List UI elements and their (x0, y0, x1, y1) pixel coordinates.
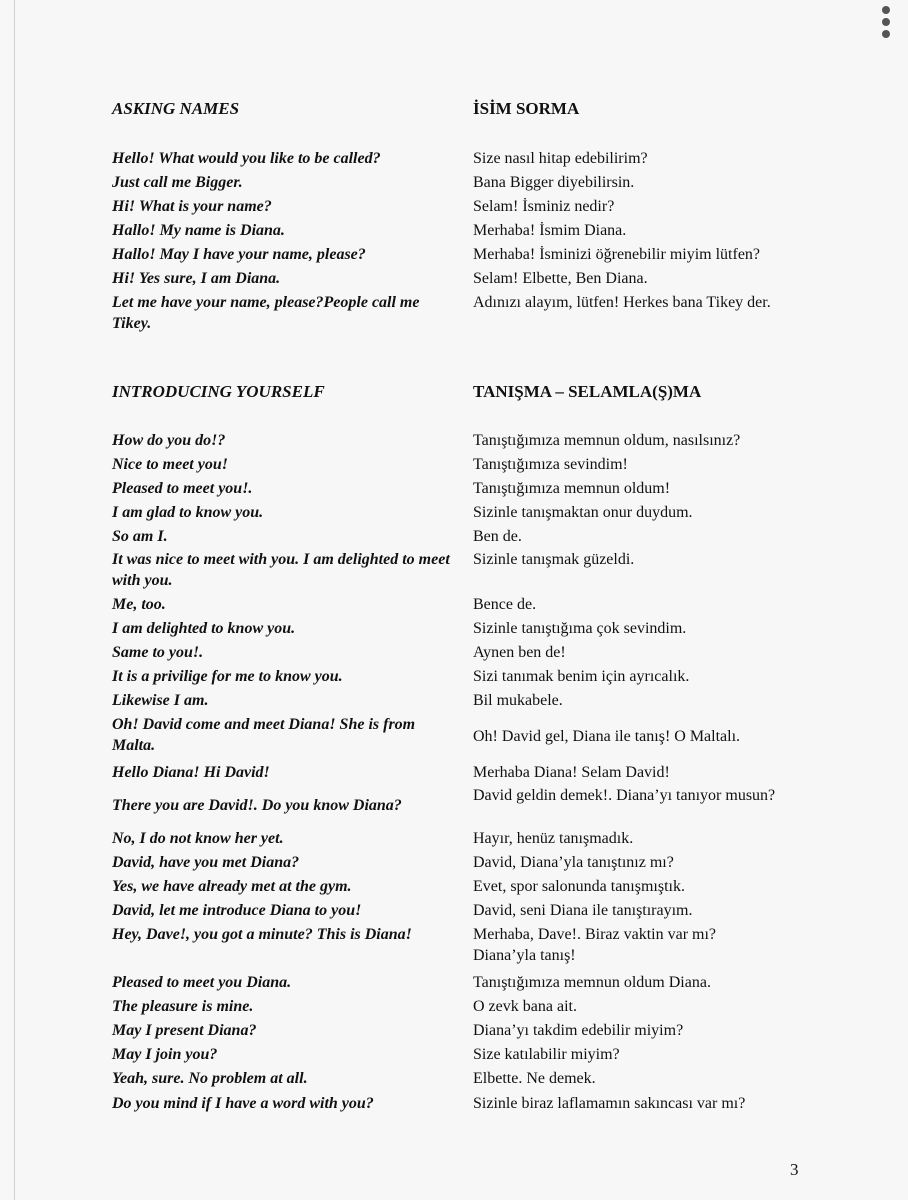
phrase-tr: Size nasıl hitap edebilirim? (473, 150, 648, 167)
phrase-tr: Tanıştığımıza memnun oldum, nasılsınız? (473, 432, 741, 449)
phrase-en: I am glad to know you. (112, 504, 264, 521)
phrase-tr: Aynen ben de! (473, 644, 566, 661)
phrase-tr: Sizinle tanıştığıma çok sevindim. (473, 620, 687, 637)
phrase-en: May I join you? (112, 1046, 218, 1063)
phrase-en: David, let me introduce Diana to you! (112, 902, 362, 919)
phrase-tr: Evet, spor salonunda tanışmıştık. (473, 878, 685, 895)
phrase-en: Same to you!. (112, 644, 204, 661)
phrase-tr: Bana Bigger diyebilirsin. (473, 174, 635, 191)
phrase-tr: Merhaba Diana! Selam David! (473, 764, 670, 781)
page-edge (14, 0, 15, 1200)
phrase-tr: Size katılabilir miyim? (473, 1046, 620, 1063)
phrase-en: May I present Diana? (112, 1022, 257, 1039)
phrase-tr: David geldin demek!. Diana’yı tanıyor musun? (473, 787, 776, 804)
phrase-en: No, I do not know her yet. (112, 830, 284, 847)
phrase-en: It is a privilige for me to know you. (112, 668, 343, 685)
phrase-en: Pleased to meet you Diana. (112, 974, 292, 991)
phrase-en: Hi! Yes sure, I am Diana. (112, 270, 281, 287)
phrase-tr: Adınızı alayım, lütfen! Herkes bana Tikey der. (473, 294, 771, 311)
section-heading-tr: TANIŞMA – SELAMLA(Ş)MA (473, 382, 702, 401)
phrase-en: There you are David!. Do you know Diana? (112, 797, 402, 814)
phrase-tr: Diana’yı takdim edebilir miyim? (473, 1022, 684, 1039)
phrase-tr: Tanıştığımıza memnun oldum! (473, 480, 671, 497)
phrase-tr: Merhaba! İsminizi öğrenebilir miyim lütfen? (473, 246, 761, 263)
phrase-en: Me, too. (112, 596, 166, 613)
phrase-tr: Elbette. Ne demek. (473, 1070, 596, 1087)
phrase-en: David, have you met Diana? (112, 854, 300, 871)
more-options-icon-dot (882, 18, 890, 26)
phrase-en: Yes, we have already met at the gym. (112, 878, 352, 895)
phrase-en: How do you do!? (112, 432, 226, 449)
phrase-tr: Merhaba! İsmim Diana. (473, 222, 627, 239)
phrase-en: Hello! What would you like to be called? (112, 150, 381, 167)
phrase-en: Pleased to meet you!. (112, 480, 253, 497)
more-options-icon[interactable] (882, 6, 890, 14)
section-heading-en: ASKING NAMES (112, 99, 240, 118)
phrase-en: Hello Diana! Hi David! (112, 764, 270, 781)
phrase-tr: Merhaba, Dave!. Biraz vaktin var mı? Diana’yla tanış! (473, 926, 717, 964)
phrase-en: So am I. (112, 528, 168, 545)
phrase-tr: Hayır, henüz tanışmadık. (473, 830, 634, 847)
phrase-tr: David, seni Diana ile tanıştırayım. (473, 902, 693, 919)
phrase-tr: Selam! Elbette, Ben Diana. (473, 270, 648, 287)
phrase-tr: Sizinle biraz laflamamın sakıncası var mı? (473, 1095, 746, 1112)
phrase-en: Hallo! My name is Diana. (112, 222, 285, 239)
phrase-tr: Tanıştığımıza sevindim! (473, 456, 628, 473)
page-number: 3 (790, 1160, 799, 1179)
phrase-en: Nice to meet you! (112, 456, 228, 473)
phrase-tr: Ben de. (473, 528, 522, 545)
phrase-en: Yeah, sure. No problem at all. (112, 1070, 308, 1087)
phrase-tr: Sizi tanımak benim için ayrıcalık. (473, 668, 690, 685)
phrase-tr: David, Diana’yla tanıştınız mı? (473, 854, 674, 871)
phrase-tr: O zevk bana ait. (473, 998, 577, 1015)
phrase-en: It was nice to meet with you. I am delighted to meet with you. (112, 551, 450, 589)
phrase-en: The pleasure is mine. (112, 998, 254, 1015)
phrase-en: Do you mind if I have a word with you? (112, 1095, 374, 1112)
phrase-en: Hi! What is your name? (112, 198, 272, 215)
phrase-en: Hallo! May I have your name, please? (112, 246, 366, 263)
phrase-en: I am delighted to know you. (112, 620, 296, 637)
more-options-icon-dot (882, 30, 890, 38)
section-heading-tr: İSİM SORMA (473, 99, 580, 118)
phrase-en: Just call me Bigger. (112, 174, 243, 191)
phrase-tr: Oh! David gel, Diana ile tanış! O Maltalı. (473, 728, 741, 745)
phrase-en: Hey, Dave!, you got a minute? This is Diana! (112, 926, 412, 943)
phrase-en: Oh! David come and meet Diana! She is from Malta. (112, 716, 416, 754)
phrase-tr: Sizinle tanışmak güzeldi. (473, 551, 635, 568)
phrase-en: Let me have your name, please?People call me Tikey. (112, 294, 420, 332)
phrase-tr: Bil mukabele. (473, 692, 563, 709)
section-heading-en: INTRODUCING YOURSELF (112, 382, 325, 401)
phrase-en: Likewise I am. (112, 692, 209, 709)
phrase-tr: Selam! İsminiz nedir? (473, 198, 615, 215)
phrase-tr: Sizinle tanışmaktan onur duydum. (473, 504, 693, 521)
phrase-tr: Tanıştığımıza memnun oldum Diana. (473, 974, 711, 991)
phrase-tr: Bence de. (473, 596, 537, 613)
